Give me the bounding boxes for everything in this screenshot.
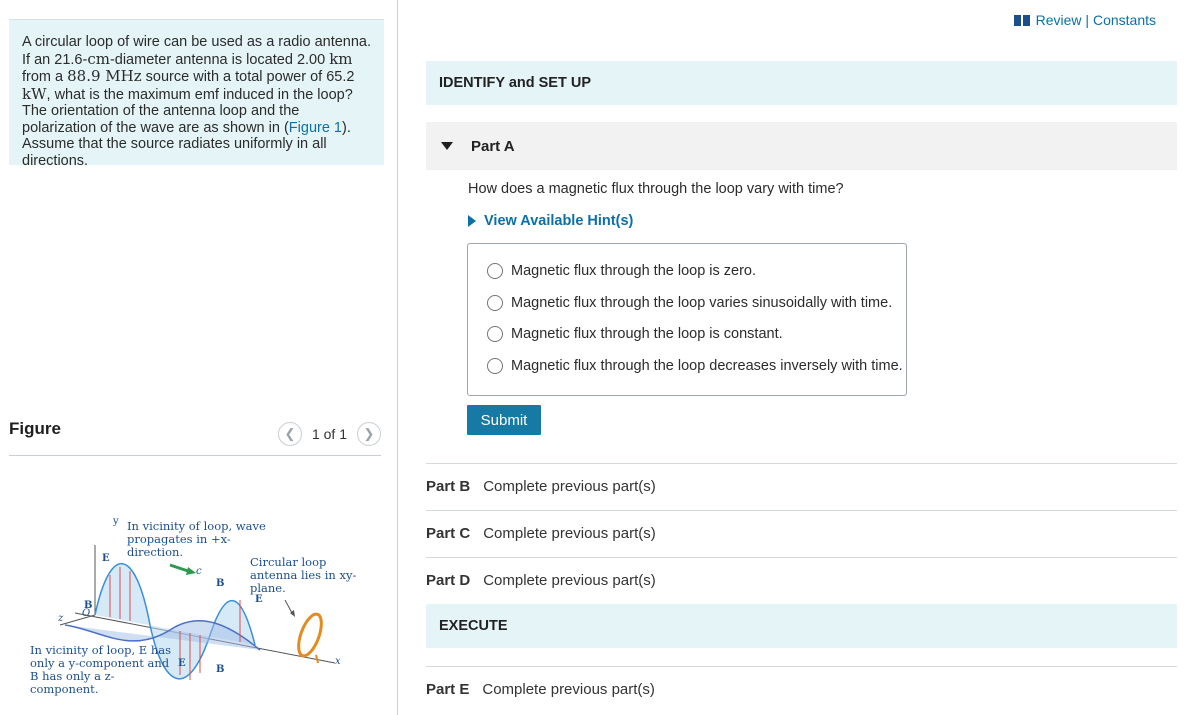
problem-text: ). Assume that the source radiates uniformly in all directions.	[22, 119, 351, 169]
caption-loop: Circular loop antenna lies in xy-plane.	[250, 555, 357, 595]
part-a-header[interactable]	[426, 122, 1177, 170]
problem-power-unit: kW	[22, 84, 47, 103]
caret-down-icon	[441, 142, 453, 150]
part-b-row[interactable]	[426, 463, 1177, 509]
review-label: Review | Constants	[1035, 12, 1156, 28]
problem-power: 65.2	[326, 69, 355, 85]
problem-distance: 2.00	[296, 51, 330, 68]
part-status: Complete previous part(s)	[483, 478, 656, 495]
axis-origin-label: O	[82, 608, 91, 619]
radio-button[interactable]	[487, 358, 503, 374]
figure-header	[9, 418, 381, 456]
answer-options	[467, 243, 907, 396]
caret-right-icon	[468, 215, 476, 227]
figure-pager	[278, 422, 381, 446]
problem-distance-unit: km	[329, 49, 353, 68]
part-label: Part C	[426, 525, 471, 542]
book-icon	[1014, 15, 1030, 26]
part-status: Complete previous part(s)	[483, 525, 656, 542]
figure-link[interactable]: Figure 1	[288, 119, 342, 136]
part-d-row[interactable]	[426, 557, 1177, 603]
axis-x-label: x	[335, 656, 341, 667]
answer-option[interactable]	[487, 263, 756, 279]
problem-statement	[9, 19, 384, 169]
option-label: Magnetic flux through the loop varies sinusoidally with time.	[511, 295, 893, 311]
option-label: Magnetic flux through the loop decreases inversely with time.	[511, 358, 903, 374]
b-field-label: B	[84, 600, 93, 611]
e-field-label: E	[178, 658, 186, 669]
chevron-right-icon[interactable]: ❯	[357, 422, 381, 446]
part-a-question: How does a magnetic flux through the loop vary with time?	[468, 181, 844, 197]
figure-image	[20, 505, 370, 700]
problem-frequency: 88.9	[67, 67, 106, 85]
problem-diameter: 21.6-	[54, 51, 88, 68]
axis-y-label: y	[113, 516, 119, 527]
answer-option[interactable]	[487, 326, 783, 342]
e-field-label: E	[102, 553, 110, 564]
chevron-left-icon[interactable]: ❮	[278, 422, 302, 446]
answer-option[interactable]	[487, 295, 892, 311]
pager-count: 1 of 1	[311, 426, 347, 442]
axis-z-label: z	[58, 613, 64, 624]
section-execute: EXECUTE	[426, 604, 1177, 648]
view-hints-link[interactable]	[468, 213, 633, 229]
review-constants-link[interactable]	[1014, 12, 1156, 28]
section-identify: IDENTIFY and SET UP	[426, 61, 1177, 105]
part-c-row[interactable]	[426, 510, 1177, 556]
problem-text: A circular loop of wire can be used as a radio antenna. If an	[22, 34, 372, 68]
part-status: Complete previous part(s)	[483, 572, 656, 589]
problem-text: source with a total power of	[141, 69, 327, 85]
e-field-label: E	[255, 594, 263, 605]
b-field-label: B	[216, 578, 225, 589]
part-label: Part E	[426, 681, 470, 698]
part-label: Part B	[426, 478, 471, 495]
submit-button[interactable]: Submit	[467, 405, 541, 435]
part-label: Part D	[426, 572, 471, 589]
caption-field: In vicinity of loop, E has only a y-component and B has only a z-component.	[30, 643, 172, 696]
option-label: Magnetic flux through the loop is constant.	[511, 326, 783, 342]
problem-text: from a	[22, 69, 68, 85]
speed-label: c	[196, 566, 202, 577]
option-label: Magnetic flux through the loop is zero.	[511, 263, 757, 279]
radio-button[interactable]	[487, 326, 503, 342]
b-field-label: B	[216, 664, 225, 675]
left-panel	[0, 0, 398, 715]
problem-text: , what is the maximum emf induced in the loop? The orientation of the antenna loop and the polarization of the wave are as shown in (	[22, 86, 353, 136]
radio-button[interactable]	[487, 295, 503, 311]
part-a-title: Part A	[471, 137, 515, 155]
part-status: Complete previous part(s)	[482, 681, 655, 698]
answer-option[interactable]	[487, 358, 903, 374]
problem-frequency-unit: MHz	[105, 67, 142, 85]
caption-wave: In vicinity of loop, wave propagates in +x-direction.	[127, 519, 266, 559]
hint-label: View Available Hint(s)	[484, 213, 634, 229]
part-e-row[interactable]	[426, 666, 1177, 712]
figure-title: Figure	[9, 419, 61, 438]
problem-diameter-unit: cm	[87, 49, 110, 68]
radio-button[interactable]	[487, 263, 503, 279]
problem-text: -diameter antenna is located	[109, 51, 297, 68]
